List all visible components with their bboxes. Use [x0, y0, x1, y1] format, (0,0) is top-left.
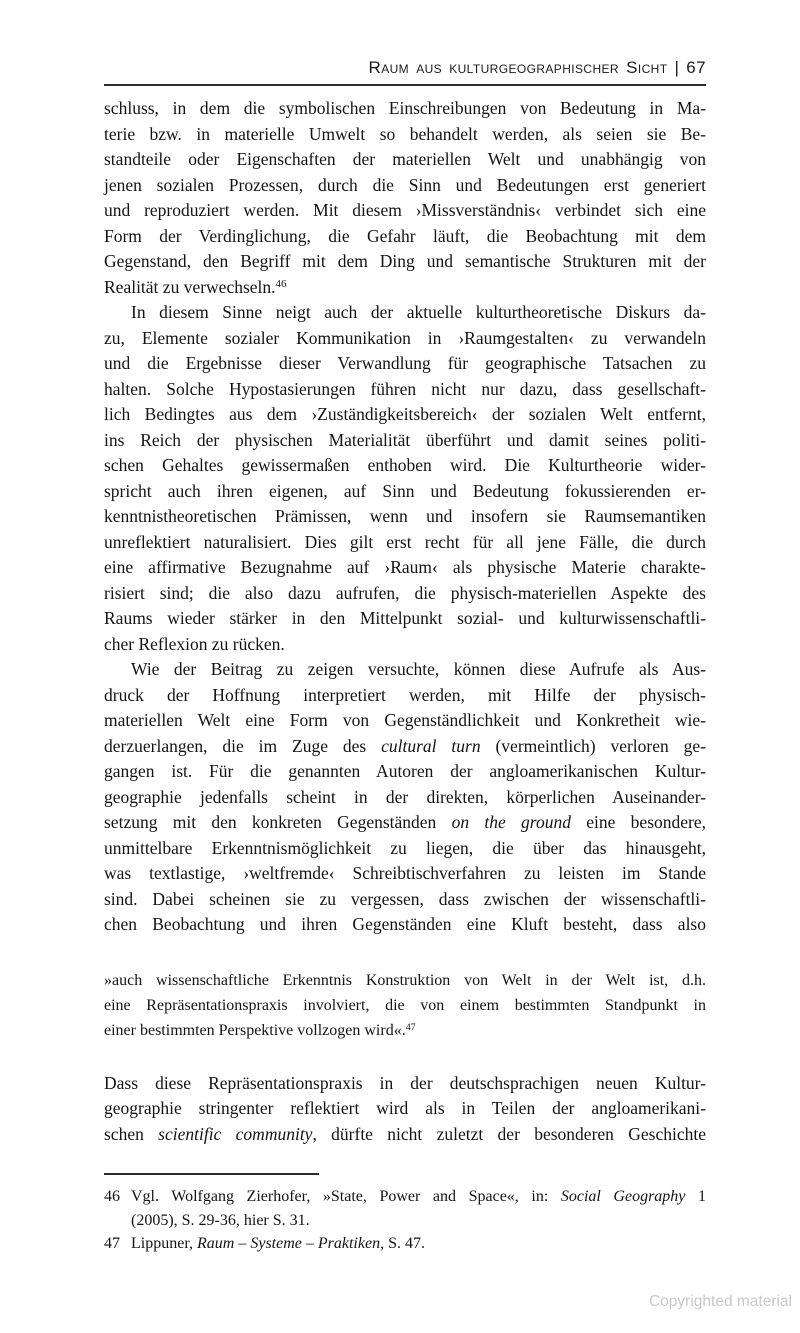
footnote-ref-46: 46	[275, 278, 287, 291]
text-line	[104, 1122, 706, 1148]
chapter-title: Raum aus kulturgeographischer Sicht	[368, 58, 668, 77]
text-line: terie bzw. in materielle Umwelt so behandelt werden, als seien sie Be-	[104, 123, 706, 144]
line-text: derzuerlangen, die im Zuge des	[104, 735, 382, 756]
text-line: spricht auch ihren eigenen, auf Sinn und Bedeutung fokussierenden er-	[104, 480, 706, 501]
text-line: lich Bedingtes aus dem ›Zuständigkeitsbereich‹ der sozialen Welt entfernt,	[104, 404, 706, 424]
text-line: Gegenstand, den Begriff mit dem Ding und semantische Strukturen mit der	[104, 251, 706, 271]
text-line: und die Ergebnisse dieser Verwandlung für geographische Tatsachen zu	[104, 353, 706, 373]
italic-phrase-cultural-turn: cultural turn	[381, 735, 481, 756]
text-line: schluss, in dem die symbolischen Einschreibungen von Bedeutung in Ma-	[104, 98, 706, 118]
text-line: standteile oder Eigenschaften der materiellen Welt und unabhängig von	[104, 149, 706, 169]
block-quote	[104, 968, 706, 1043]
text-line: chen Beobachtung und ihren Gegenständen eine Kluft besteht, dass also	[104, 914, 706, 934]
italic-journal-title: Social Geography	[560, 1188, 686, 1205]
quote-line	[104, 1018, 706, 1043]
text-line: was textlastige, ›weltfremde‹ Schreibtischverfahren zu leisten im Stande	[104, 863, 706, 883]
footnote-47	[104, 1232, 706, 1256]
line-text: (vermeintlich) verloren ge-	[480, 735, 706, 756]
text-line	[104, 810, 706, 836]
text-line: materiellen Welt eine Form von Gegenständlichkeit und Konkretheit wie-	[104, 710, 706, 730]
italic-phrase-scientific-community: scientific community	[158, 1123, 313, 1144]
line-text: S. 47.	[384, 1235, 425, 1252]
text-line: Dass diese Repräsentationspraxis in der deutschsprachigen neuen Kultur-	[104, 1072, 706, 1093]
footnotes	[104, 1185, 706, 1256]
footnote-46	[104, 1185, 706, 1232]
paragraph-3	[104, 657, 706, 938]
footnote-line	[104, 1232, 706, 1256]
italic-book-title: Raum – Systeme – Praktiken,	[197, 1235, 385, 1252]
line-text: 1	[685, 1188, 706, 1205]
text-line: cher Reflexion zu rücken.	[104, 633, 285, 654]
text-line: gangen ist. Für die genannten Autoren der angloamerikanischen Kultur-	[104, 761, 706, 781]
text-line: geographie jedenfalls scheint in der direkten, körperlichen Auseinander-	[104, 786, 706, 807]
line-text: schen	[104, 1123, 159, 1144]
text-line	[104, 734, 706, 760]
text-line	[104, 275, 706, 301]
quote-line: eine Repräsentationspraxis involviert, die von einem bestimmten Standpunkt in	[104, 996, 706, 1014]
header-divider: |	[674, 58, 680, 77]
text-line: ins Reich der physischen Materialität überführt und damit seines politi-	[104, 429, 706, 450]
footnote-number: 47	[104, 1235, 120, 1252]
line-text: Vgl. Wolfgang Zierhofer, »State, Power and Space«, in:	[131, 1188, 561, 1205]
footnote-ref-47: 47	[405, 1021, 416, 1033]
footnote-number: 46	[104, 1188, 120, 1205]
paragraph-1	[104, 96, 706, 300]
header-rule	[104, 84, 706, 86]
text-line: jenen sozialen Prozessen, durch die Sinn und Bedeutungen erst generiert	[104, 174, 706, 195]
text-line: sind. Dabei scheinen sie zu vergessen, dass zwischen der wissenschaftli-	[104, 888, 706, 909]
line-text: Realität zu verwechseln.	[104, 276, 276, 297]
line-text: eine besondere,	[570, 812, 706, 832]
italic-phrase-on-the-ground: on the ground	[451, 812, 571, 832]
text-line: schen Gehaltes gewissermaßen enthoben wird. Die Kulturtheorie wider-	[104, 455, 706, 475]
text-line: geographie stringenter reflektiert wird als in Teilen der angloamerikani-	[104, 1098, 706, 1118]
text-line: unreflektiert naturalisiert. Dies gilt erst recht für all jene Fälle, die durch	[104, 531, 706, 552]
paragraph-2	[104, 300, 706, 657]
text-line: halten. Solche Hypostasierungen führen nicht nur dazu, dass gesellschaft-	[104, 378, 706, 399]
text-line: Form der Verdinglichung, die Gefahr läuft, die Beobachtung mit dem	[104, 225, 706, 246]
text-line: kenntnistheoretischen Prämissen, wenn und insofern sie Raumsemantiken	[104, 506, 706, 526]
line-text: setzung mit den konkreten Gegenständen	[104, 812, 452, 832]
text-line: und reproduziert werden. Mit diesem ›Missverständnis‹ verbindet sich eine	[104, 200, 706, 220]
line-text: , dürfte nicht zuletzt der besonderen Geschichte	[312, 1123, 706, 1144]
quote-line: »auch wissenschaftliche Erkenntnis Konstruktion von Welt in der Welt ist, d.h.	[104, 971, 706, 989]
line-text: einer bestimmten Perspektive vollzogen wird«.	[104, 1021, 406, 1039]
footnote-line: (2005), S. 29-36, hier S. 31.	[131, 1211, 310, 1229]
footnote-line	[104, 1185, 706, 1209]
paragraph-4	[104, 1071, 706, 1148]
copyright-watermark: Copyrighted material	[648, 1293, 792, 1310]
page-header	[104, 58, 706, 78]
page-number: 67	[686, 58, 706, 77]
text-line: zu, Elemente sozialer Kommunikation in ›Raumgestalten‹ zu verwandeln	[104, 327, 706, 348]
text-line: Raums wieder stärker in den Mittelpunkt sozial- und kulturwissenschaftli-	[104, 608, 706, 628]
text-line: eine affirmative Bezugnahme auf ›Raum‹ als physische Materie charakte-	[104, 557, 706, 577]
text-column	[104, 96, 706, 1256]
footnote-rule	[104, 1173, 319, 1175]
text-line: druck der Hoffnung interpretiert werden, mit Hilfe der physisch-	[104, 684, 706, 705]
text-line: risiert sind; die also dazu aufrufen, die physisch-materiellen Aspekte des	[104, 582, 706, 603]
text-line: unmittelbare Erkenntnismöglichkeit zu liegen, die über das hinausgeht,	[104, 837, 706, 858]
line-text: Lippuner,	[131, 1235, 198, 1252]
text-line: Wie der Beitrag zu zeigen versuchte, können diese Aufrufe als Aus-	[131, 659, 706, 679]
text-line: In diesem Sinne neigt auch der aktuelle kulturtheoretische Diskurs da-	[131, 302, 706, 322]
